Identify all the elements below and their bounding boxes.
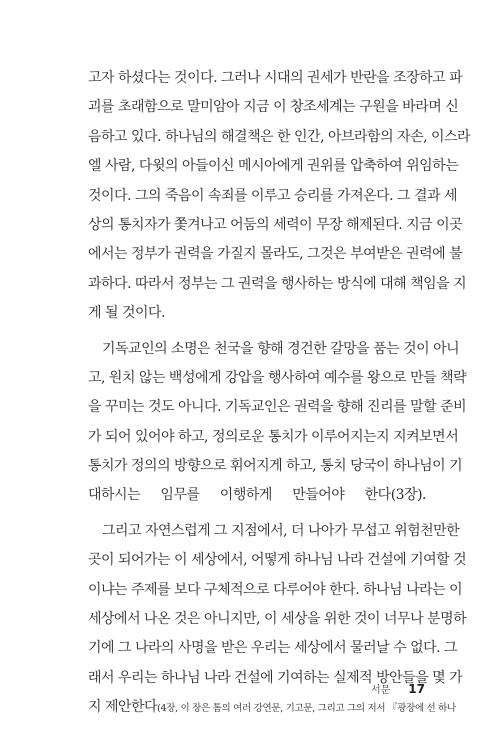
running-footer-title: 서문 — [370, 685, 391, 696]
text-line: 세상에서 나온 것은 아니지만, 이 세상을 위한 것이 너무나 분명하 — [88, 611, 467, 628]
paragraph — [88, 64, 471, 329]
text-line: 래서 우리는 하나님 나라 건설에 기여하는 실제적 방안들을 몇 가 — [88, 669, 463, 686]
page-footer — [371, 681, 425, 696]
text-line: 에서는 정부가 권력을 가질지 몰라도, 그것은 부여받은 권력에 불 — [88, 246, 463, 263]
text-line: 상의 통치자가 쫓겨나고 어둠의 세력이 무장 해제된다. 지금 이곳 — [88, 216, 463, 233]
text-line: 을 꾸미는 것도 아니다. 기독교인은 권력을 향해 진리를 말할 준비 — [88, 399, 467, 416]
text-line: 대하시는 임무를 이행하게 만들어야 한다(3장). — [88, 487, 426, 504]
text-line: 곳이 되어가는 이 세상에서, 어떻게 하나님 나라 건설에 기여할 것 — [88, 552, 467, 569]
chapter-note: (4장, 이 장은 톰의 여러 강연문, 기고문, 그리고 그의 저서 『광장에 선 하나 — [157, 703, 456, 715]
final-line-text: 지 제안한다 — [88, 699, 158, 716]
text-line: 게 될 것이다. — [88, 305, 165, 322]
text-line: 고, 원치 않는 백성에게 강압을 행사하여 예수를 왕으로 만들 책략 — [88, 369, 467, 386]
text-line: 것이다. 그의 죽음이 속죄를 이루고 승리를 가져온다. 그 결과 세 — [88, 187, 458, 204]
text-line: 이냐는 주제를 보다 구체적으로 다루어야 한다. 하나님 나라는 이 — [88, 581, 463, 598]
body-text — [88, 64, 471, 723]
text-line: 음하고 있다. 하나님의 해결책은 한 인간, 아브라함의 자손, 이스라 — [88, 128, 471, 145]
text-line: 엘 사람, 다윗의 아들이신 메시아에게 권위를 압축하여 위임하는 — [88, 158, 459, 175]
text-line: 기에 그 나라의 사명을 받은 우리는 세상에서 물러날 수 없다. 그 — [88, 640, 458, 657]
text-line: 과하다. 따라서 정부는 그 권력을 행사하는 방식에 대해 책임을 지 — [88, 275, 467, 292]
text-line: 가 되어 있어야 하고, 정의로운 통치가 이루어지는지 지켜보면서 — [88, 428, 459, 445]
text-line: 기독교인의 소명은 천국을 향해 경건한 갈망을 품는 것이 아니 — [102, 340, 460, 357]
text-line: 고자 하셨다는 것이다. 그러나 시대의 권세가 반란을 조장하고 파 — [88, 70, 463, 86]
text-line: 그리고 자연스럽게 그 지점에서, 더 나아가 무섭고 위험천만한 — [102, 522, 460, 539]
text-line: 괴를 초래함으로 말미암아 지금 이 창조세계는 구원을 바라며 신 — [88, 99, 459, 116]
final-text-line — [88, 693, 456, 722]
text-line: 통치가 정의의 방향으로 휘어지게 하고, 통치 당국이 하나님이 기 — [88, 458, 463, 475]
paragraph — [88, 335, 467, 511]
page-number: 17 — [408, 682, 425, 696]
